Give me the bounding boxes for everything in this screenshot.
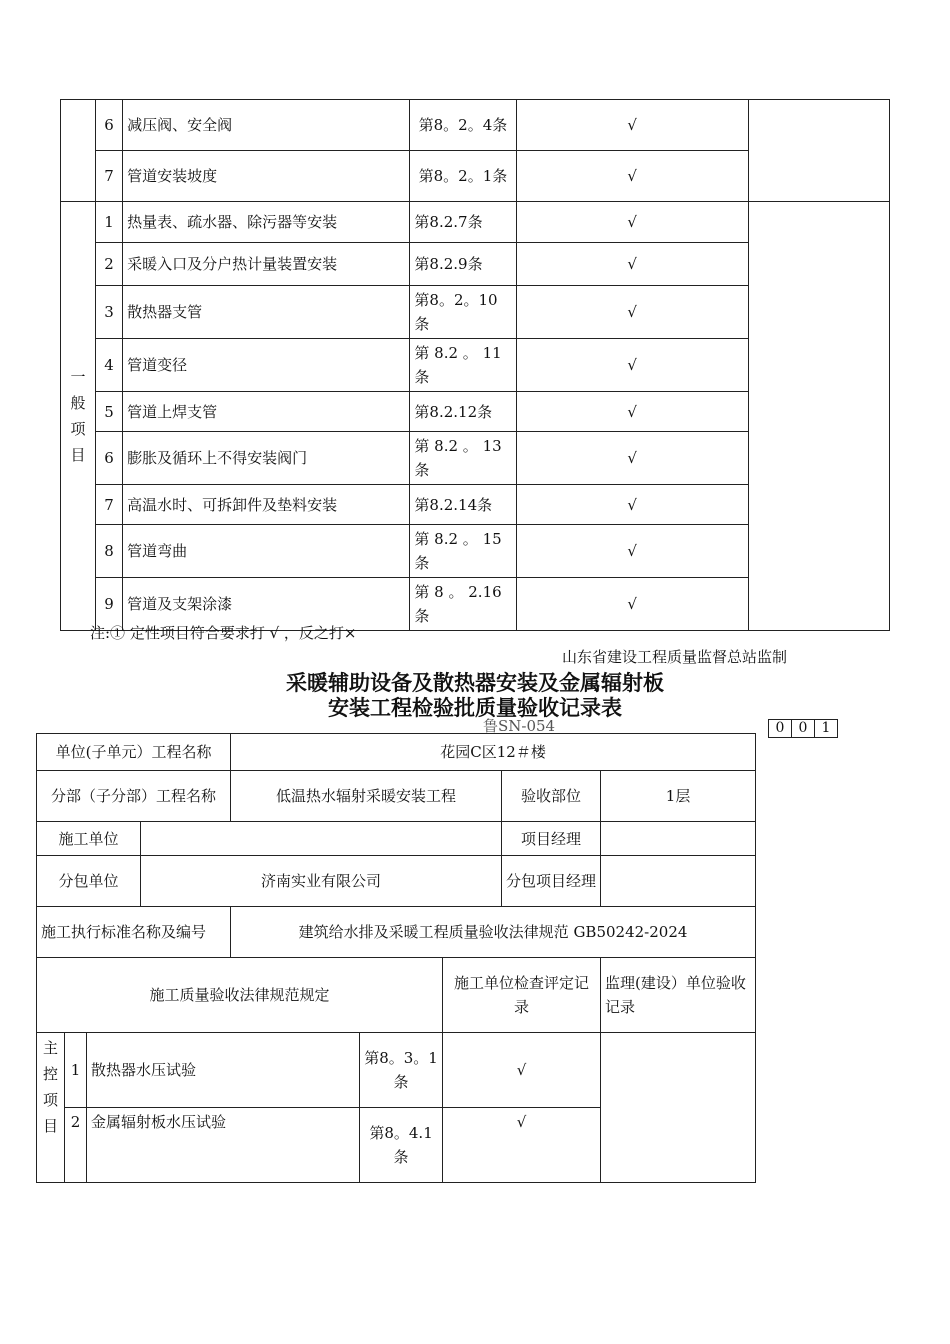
subcontractor-value[interactable]: 济南实业有限公司 <box>141 856 502 907</box>
check-mark: √ <box>443 1108 601 1183</box>
check-mark: √ <box>516 151 748 202</box>
item-name: 散热器支管 <box>123 286 410 339</box>
row-number: 8 <box>96 525 123 578</box>
clause-ref: 第8.2.7条 <box>410 202 516 243</box>
check-mark: √ <box>516 485 748 525</box>
column-header-spec: 施工质量验收法律规范规定 <box>37 958 443 1033</box>
item-name: 减压阀、安全阀 <box>123 100 410 151</box>
supervisor-label: 山东省建设工程质量监督总站监制 <box>562 648 788 666</box>
row-number: 5 <box>96 392 123 432</box>
division-label: 分部（子分部）工程名称 <box>37 771 231 822</box>
clause-ref: 第 8.2 。 15条 <box>410 525 516 578</box>
page-subtitle: 安装工程检验批质量验收记录表 <box>328 696 622 720</box>
acceptance-part-value[interactable]: 1层 <box>601 771 756 822</box>
standard-value[interactable]: 建筑给水排及采暖工程质量验收法律规范 GB50242-2024 <box>231 907 756 958</box>
row-number: 9 <box>96 578 123 631</box>
check-mark: √ <box>516 202 748 243</box>
standard-label: 施工执行标准名称及编号 <box>37 907 231 958</box>
item-name: 管道安装坡度 <box>123 151 410 202</box>
page-title: 采暖辅助设备及散热器安装及金属辐射板 <box>286 671 664 695</box>
table-row <box>37 822 756 856</box>
item-name: 高温水时、可拆卸件及垫料安装 <box>123 485 410 525</box>
check-mark: √ <box>516 392 748 432</box>
row-number: 2 <box>65 1108 87 1183</box>
item-name: 管道上焊支管 <box>123 392 410 432</box>
serial-number-boxes <box>768 719 838 738</box>
check-mark: √ <box>516 432 748 485</box>
table-row <box>37 907 756 958</box>
column-header-supervision: 监理(建设）单位验收记录 <box>601 958 756 1033</box>
row-number: 3 <box>96 286 123 339</box>
table-row <box>37 856 756 907</box>
check-mark: √ <box>516 578 748 631</box>
clause-ref: 第8.2.9条 <box>410 243 516 286</box>
constructor-label: 施工单位 <box>37 822 141 856</box>
check-mark: √ <box>443 1033 601 1108</box>
row-number: 7 <box>96 485 123 525</box>
serial-digit: 1 <box>815 720 838 738</box>
constructor-value[interactable] <box>141 822 502 856</box>
pm-value[interactable] <box>601 822 756 856</box>
table-row <box>37 1033 756 1108</box>
check-mark: √ <box>516 100 748 151</box>
subcontractor-label: 分包单位 <box>37 856 141 907</box>
category-cell <box>61 100 96 202</box>
clause-ref: 第8.2.14条 <box>410 485 516 525</box>
clause-ref: 第8。2。4条 <box>410 100 516 151</box>
unit-label: 单位(子单元）工程名称 <box>37 734 231 771</box>
clause-ref: 第 8.2 。 13条 <box>410 432 516 485</box>
unit-value[interactable]: 花园C区12＃楼 <box>231 734 756 771</box>
item-name: 管道变径 <box>123 339 410 392</box>
check-mark: √ <box>516 339 748 392</box>
sub-pm-label: 分包项目经理 <box>502 856 601 907</box>
clause-ref: 第 8.2 。 11条 <box>410 339 516 392</box>
item-name: 金属辐射板水压试验 <box>87 1108 360 1183</box>
check-mark: √ <box>516 243 748 286</box>
clause-ref: 第 8 。 2.16条 <box>410 578 516 631</box>
clause-ref: 第8。3。1条 <box>360 1033 443 1108</box>
row-number: 2 <box>96 243 123 286</box>
table-row <box>61 202 890 243</box>
item-name: 散热器水压试验 <box>87 1033 360 1108</box>
serial-digit: 0 <box>769 720 792 738</box>
division-value[interactable]: 低温热水辐射采暖安装工程 <box>231 771 502 822</box>
table-row <box>37 734 756 771</box>
column-header-check: 施工单位检查评定记录 <box>443 958 601 1033</box>
supervision-cell <box>601 1033 756 1183</box>
table-row <box>37 771 756 822</box>
form-code: 鲁SN-054 <box>483 717 556 735</box>
main-items-label: 主控项目 <box>37 1033 65 1183</box>
clause-ref: 第8。2。1条 <box>410 151 516 202</box>
row-number: 6 <box>96 432 123 485</box>
row-number: 7 <box>96 151 123 202</box>
row-number: 1 <box>65 1033 87 1108</box>
supervision-cell <box>748 202 889 631</box>
item-name: 热量表、疏水器、除污器等安装 <box>123 202 410 243</box>
clause-ref: 第8。4.1条 <box>360 1108 443 1183</box>
pm-label: 项目经理 <box>502 822 601 856</box>
item-name: 管道弯曲 <box>123 525 410 578</box>
item-name: 采暖入口及分户热计量装置安装 <box>123 243 410 286</box>
clause-ref: 第8。2。10条 <box>410 286 516 339</box>
inspection-record-form <box>36 733 756 1183</box>
sub-pm-value[interactable] <box>601 856 756 907</box>
row-number: 6 <box>96 100 123 151</box>
footnote: 注:① 定性项目符合要求打 √ ，反之打× <box>90 624 357 642</box>
row-number: 1 <box>96 202 123 243</box>
check-mark: √ <box>516 286 748 339</box>
general-items-label: 一般项目 <box>61 202 96 631</box>
general-items-table <box>60 99 890 631</box>
acceptance-part-label: 验收部位 <box>502 771 601 822</box>
item-name: 膨胀及循环上不得安装阀门 <box>123 432 410 485</box>
serial-digit: 0 <box>792 720 815 738</box>
check-mark: √ <box>516 525 748 578</box>
row-number: 4 <box>96 339 123 392</box>
clause-ref: 第8.2.12条 <box>410 392 516 432</box>
supervision-cell <box>748 100 889 202</box>
table-row <box>61 100 890 151</box>
item-name: 管道及支架涂漆 <box>123 578 410 631</box>
table-header-row <box>37 958 756 1033</box>
